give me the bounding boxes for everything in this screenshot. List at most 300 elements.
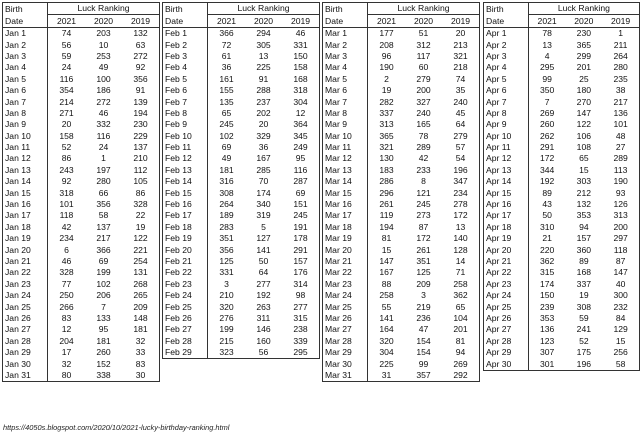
birth-date-cell: Jan 4 xyxy=(3,62,48,73)
rank-cell: 20 xyxy=(258,119,269,130)
table-row xyxy=(323,210,480,221)
rank-cell: 108 xyxy=(576,142,592,153)
birth-date-cell: Jan 8 xyxy=(3,108,48,119)
rank-cell: 94 xyxy=(579,221,589,232)
rank-cell: 260 xyxy=(96,347,111,358)
rank-cell: 116 xyxy=(96,130,111,141)
rank-cell: 60 xyxy=(418,62,429,73)
rank-cell: 200 xyxy=(613,221,628,232)
birth-date-cell: Feb 2 xyxy=(163,39,208,50)
birth-date-cell: Apr 3 xyxy=(484,51,529,62)
rank-cell: 209 xyxy=(133,301,148,312)
table-row xyxy=(3,290,160,301)
header-luck-ranking: Luck Ranking xyxy=(208,3,320,15)
rank-cell: 340 xyxy=(256,199,271,210)
rank-cell: 84 xyxy=(615,312,626,323)
table-row xyxy=(3,233,160,244)
rank-cell: 122 xyxy=(576,119,592,130)
header-date: Date xyxy=(163,15,208,27)
table-row xyxy=(323,73,480,84)
rank-cell: 69 xyxy=(295,187,306,198)
table-row xyxy=(323,256,480,267)
rank-cell: 72 xyxy=(221,39,232,50)
table-row xyxy=(163,267,320,278)
table-row xyxy=(484,130,640,141)
birth-date-cell: Apr 15 xyxy=(484,187,529,198)
birth-date-cell: Feb 13 xyxy=(163,164,208,175)
rank-cell: 292 xyxy=(453,369,468,380)
rank-cell: 192 xyxy=(256,290,271,301)
rank-cell: 125 xyxy=(219,255,234,266)
rank-cell: 47 xyxy=(418,324,429,335)
rank-cell: 91 xyxy=(258,73,269,84)
rank-cell: 71 xyxy=(455,267,466,278)
rank-cell: 178 xyxy=(293,233,308,244)
birth-date-cell: Apr 18 xyxy=(484,221,529,232)
rank-cell: 147 xyxy=(613,267,628,278)
birth-date-cell: Mar 6 xyxy=(323,85,368,96)
header-date: Date xyxy=(3,15,48,27)
rank-cell: 151 xyxy=(293,199,308,210)
rank-cell: 22 xyxy=(135,210,146,221)
table-row xyxy=(3,119,160,130)
rank-cell: 58 xyxy=(615,358,626,369)
rank-cell: 332 xyxy=(96,119,111,130)
rank-cell: 50 xyxy=(542,210,552,221)
rank-cell: 201 xyxy=(453,324,468,335)
rank-cell: 243 xyxy=(59,164,74,175)
table-row xyxy=(323,130,480,141)
rank-cell: 210 xyxy=(219,290,234,301)
rank-cell: 229 xyxy=(133,130,148,141)
birth-date-cell: Feb 7 xyxy=(163,96,208,107)
rank-cell: 201 xyxy=(576,62,592,73)
rank-cell: 25 xyxy=(579,73,589,84)
table-row xyxy=(163,347,320,359)
header-luck-ranking: Luck Ranking xyxy=(48,3,160,15)
header-row xyxy=(323,15,480,27)
header-year: 2020 xyxy=(565,15,602,27)
birth-date-cell: Mar 25 xyxy=(323,301,368,312)
rank-cell: 245 xyxy=(219,119,234,130)
header-birth: Birth xyxy=(3,3,48,15)
birth-date-cell: Apr 19 xyxy=(484,233,529,244)
rank-cell: 141 xyxy=(379,312,394,323)
rank-cell: 271 xyxy=(59,107,74,118)
birth-date-cell: Feb 22 xyxy=(163,267,208,278)
rank-cell: 51 xyxy=(418,28,429,39)
rank-cell: 245 xyxy=(293,210,308,221)
rank-cell: 123 xyxy=(539,335,555,346)
birth-date-cell: Mar 7 xyxy=(323,96,368,107)
header-row xyxy=(163,15,320,27)
rank-cell: 45 xyxy=(455,107,466,118)
birth-date-cell: Mar 24 xyxy=(323,290,368,301)
rank-cell: 172 xyxy=(416,233,431,244)
table-row xyxy=(3,164,160,175)
table-row xyxy=(163,221,320,232)
rank-cell: 30 xyxy=(135,369,146,380)
birth-date-cell: Jan 2 xyxy=(3,39,48,50)
rank-cell: 74 xyxy=(61,28,72,39)
rank-cell: 175 xyxy=(576,347,592,358)
rank-cell: 102 xyxy=(96,278,111,289)
rank-cell: 36 xyxy=(258,142,269,153)
birth-date-cell: Mar 31 xyxy=(323,370,368,382)
table-row xyxy=(323,301,480,312)
table-row xyxy=(323,142,480,153)
rank-cell: 238 xyxy=(293,324,308,335)
rank-cell: 239 xyxy=(539,301,555,312)
rank-cell: 46 xyxy=(295,28,306,39)
birth-date-cell: Jan 1 xyxy=(3,27,48,39)
rank-cell: 31 xyxy=(381,369,392,380)
table-row xyxy=(484,233,640,244)
rank-cell: 245 xyxy=(416,199,431,210)
table-row xyxy=(323,62,480,73)
rank-cell: 100 xyxy=(96,73,111,84)
rank-cell: 19 xyxy=(579,290,589,301)
rank-cell: 13 xyxy=(542,39,552,50)
rank-cell: 204 xyxy=(59,335,74,346)
rank-cell: 13 xyxy=(258,50,269,61)
table-row xyxy=(163,73,320,84)
table-row xyxy=(484,164,640,175)
rank-cell: 315 xyxy=(539,267,555,278)
table-row xyxy=(3,85,160,96)
rank-cell: 3 xyxy=(224,278,229,289)
header-date: Date xyxy=(484,15,529,27)
rank-cell: 92 xyxy=(61,176,72,187)
rank-cell: 116 xyxy=(59,73,74,84)
birth-date-cell: Apr 7 xyxy=(484,96,529,107)
table-row xyxy=(484,27,640,39)
rank-cell: 320 xyxy=(379,335,394,346)
luck-table-april xyxy=(483,2,640,371)
table-row xyxy=(484,108,640,119)
rank-cell: 136 xyxy=(613,107,628,118)
rank-cell: 95 xyxy=(295,153,306,164)
rank-cell: 235 xyxy=(613,73,628,84)
table-row xyxy=(323,176,480,187)
luck-table-march xyxy=(322,2,480,382)
rank-cell: 165 xyxy=(416,119,431,130)
rank-cell: 181 xyxy=(219,164,234,175)
table-row xyxy=(163,96,320,107)
table-row xyxy=(163,51,320,62)
table-row xyxy=(163,62,320,73)
birth-date-cell: Apr 14 xyxy=(484,176,529,187)
header-year: 2020 xyxy=(405,15,442,27)
rank-cell: 262 xyxy=(539,130,555,141)
rank-cell: 154 xyxy=(416,347,431,358)
table-row xyxy=(484,347,640,358)
rank-cell: 192 xyxy=(539,176,555,187)
rank-cell: 69 xyxy=(221,142,232,153)
rank-cell: 13 xyxy=(455,221,466,232)
table-row xyxy=(163,335,320,346)
rank-cell: 313 xyxy=(379,119,394,130)
table-row xyxy=(323,187,480,198)
rank-cell: 285 xyxy=(256,164,271,175)
table-row xyxy=(484,335,640,346)
table-row xyxy=(163,153,320,164)
table-row xyxy=(3,27,160,39)
rank-cell: 308 xyxy=(219,187,234,198)
table-row xyxy=(323,347,480,358)
rank-cell: 291 xyxy=(293,244,308,255)
rank-cell: 154 xyxy=(416,335,431,346)
table-row xyxy=(163,130,320,141)
rank-cell: 308 xyxy=(576,301,592,312)
rank-cell: 137 xyxy=(96,221,111,232)
rank-cell: 158 xyxy=(293,62,308,73)
rank-cell: 304 xyxy=(293,96,308,107)
table-row xyxy=(484,73,640,84)
birth-date-cell: Mar 29 xyxy=(323,347,368,358)
rank-cell: 327 xyxy=(416,96,431,107)
rank-cell: 214 xyxy=(59,96,74,107)
rank-cell: 310 xyxy=(539,221,555,232)
rank-cell: 240 xyxy=(453,96,468,107)
table-row xyxy=(163,324,320,335)
rank-cell: 197 xyxy=(96,164,111,175)
rank-cell: 211 xyxy=(613,39,628,50)
birth-date-cell: Feb 25 xyxy=(163,301,208,312)
rank-cell: 294 xyxy=(256,28,271,39)
table-row xyxy=(3,187,160,198)
rank-cell: 186 xyxy=(96,85,111,96)
rank-cell: 7 xyxy=(544,96,550,107)
rank-cell: 58 xyxy=(98,210,109,221)
rank-cell: 194 xyxy=(133,107,148,118)
birth-date-cell: Mar 18 xyxy=(323,221,368,232)
rank-cell: 137 xyxy=(133,142,148,153)
birth-date-cell: Feb 18 xyxy=(163,221,208,232)
birth-date-cell: Jan 24 xyxy=(3,290,48,301)
rank-cell: 353 xyxy=(539,312,555,323)
birth-date-cell: Apr 12 xyxy=(484,153,529,164)
rank-cell: 250 xyxy=(59,290,74,301)
table-row xyxy=(3,39,160,50)
birth-date-cell: Mar 21 xyxy=(323,256,368,267)
rank-cell: 288 xyxy=(256,85,271,96)
rank-cell: 174 xyxy=(539,278,555,289)
rank-cell: 225 xyxy=(256,62,271,73)
rank-cell: 210 xyxy=(133,153,148,164)
table-row xyxy=(484,256,640,267)
table-row xyxy=(484,176,640,187)
birth-date-cell: Apr 24 xyxy=(484,290,529,301)
rank-cell: 101 xyxy=(613,119,628,130)
rank-cell: 77 xyxy=(61,278,72,289)
table-row xyxy=(3,370,160,382)
birth-date-cell: Apr 2 xyxy=(484,39,529,50)
rank-cell: 272 xyxy=(96,96,111,107)
birth-date-cell: Apr 30 xyxy=(484,358,529,370)
rank-cell: 279 xyxy=(416,73,431,84)
table-row xyxy=(484,96,640,107)
rank-cell: 180 xyxy=(576,85,592,96)
birth-date-cell: Mar 9 xyxy=(323,119,368,130)
rank-cell: 74 xyxy=(455,73,466,84)
table-row xyxy=(3,153,160,164)
rank-cell: 152 xyxy=(96,358,111,369)
rank-cell: 331 xyxy=(219,267,234,278)
table-row xyxy=(323,335,480,346)
rank-cell: 280 xyxy=(96,176,111,187)
birth-date-cell: Mar 5 xyxy=(323,73,368,84)
rank-cell: 237 xyxy=(256,96,271,107)
rank-cell: 209 xyxy=(416,278,431,289)
rank-cell: 362 xyxy=(453,290,468,301)
rank-cell: 289 xyxy=(416,142,431,153)
birth-date-cell: Apr 4 xyxy=(484,62,529,73)
header-year: 2020 xyxy=(85,15,122,27)
rank-cell: 113 xyxy=(613,164,628,175)
rank-cell: 282 xyxy=(379,96,394,107)
table-row xyxy=(323,221,480,232)
rank-cell: 331 xyxy=(293,39,308,50)
rank-cell: 208 xyxy=(379,39,394,50)
birth-date-cell: Mar 2 xyxy=(323,39,368,50)
rank-cell: 277 xyxy=(256,278,271,289)
birth-date-cell: Mar 26 xyxy=(323,313,368,324)
rank-cell: 232 xyxy=(613,301,628,312)
table-row xyxy=(3,108,160,119)
birth-date-cell: Apr 27 xyxy=(484,324,529,335)
rank-cell: 20 xyxy=(61,119,72,130)
header-row xyxy=(3,15,160,27)
luck-table-january xyxy=(2,2,160,382)
rank-cell: 316 xyxy=(219,176,234,187)
rank-cell: 150 xyxy=(293,50,308,61)
rank-cell: 241 xyxy=(576,324,592,335)
header-date: Date xyxy=(323,15,368,27)
birth-date-cell: Feb 27 xyxy=(163,324,208,335)
rank-cell: 32 xyxy=(61,358,72,369)
rank-cell: 258 xyxy=(379,290,394,301)
rank-cell: 148 xyxy=(133,312,148,323)
rank-cell: 52 xyxy=(61,142,72,153)
rank-cell: 89 xyxy=(579,255,589,266)
rank-cell: 87 xyxy=(615,255,626,266)
birth-date-cell: Mar 23 xyxy=(323,278,368,289)
rank-cell: 233 xyxy=(416,164,431,175)
rank-cell: 1 xyxy=(101,153,106,164)
rank-cell: 196 xyxy=(453,164,468,175)
rank-cell: 59 xyxy=(579,312,589,323)
table-row xyxy=(484,119,640,130)
rank-cell: 131 xyxy=(133,267,148,278)
table-row xyxy=(484,142,640,153)
table-row xyxy=(484,278,640,289)
rank-cell: 172 xyxy=(453,210,468,221)
rank-cell: 176 xyxy=(293,267,308,278)
rank-cell: 130 xyxy=(379,153,394,164)
rank-cell: 300 xyxy=(613,290,628,301)
rank-cell: 312 xyxy=(416,39,431,50)
table-row xyxy=(323,27,480,39)
rank-cell: 225 xyxy=(379,358,394,369)
rank-cell: 167 xyxy=(379,267,394,278)
rank-cell: 99 xyxy=(418,358,429,369)
table-row xyxy=(323,119,480,130)
rank-cell: 362 xyxy=(539,255,555,266)
rank-cell: 5 xyxy=(261,221,266,232)
birth-date-cell: Jan 9 xyxy=(3,119,48,130)
rank-cell: 15 xyxy=(579,164,589,175)
table-row xyxy=(3,324,160,335)
source-url[interactable]: https://4050s.blogspot.com/2020/10/2021-lucky-birthday-ranking.html xyxy=(3,423,230,432)
rank-cell: 264 xyxy=(613,50,628,61)
table-row xyxy=(163,142,320,153)
header-year: 2021 xyxy=(528,15,565,27)
rank-cell: 219 xyxy=(416,301,431,312)
rank-cell: 64 xyxy=(258,267,269,278)
rank-cell: 314 xyxy=(293,278,308,289)
rank-cell: 63 xyxy=(135,39,146,50)
rank-cell: 287 xyxy=(293,176,308,187)
rank-cell: 33 xyxy=(135,347,146,358)
rank-cell: 32 xyxy=(135,335,146,346)
birth-date-cell: Feb 10 xyxy=(163,130,208,141)
rank-cell: 88 xyxy=(381,278,392,289)
rank-cell: 297 xyxy=(613,233,628,244)
rank-cell: 351 xyxy=(416,255,431,266)
table-row xyxy=(484,324,640,335)
rank-cell: 268 xyxy=(133,278,148,289)
rank-cell: 291 xyxy=(539,142,555,153)
rank-cell: 24 xyxy=(61,62,72,73)
table-row xyxy=(3,176,160,187)
birth-date-cell: Feb 28 xyxy=(163,335,208,346)
rank-cell: 19 xyxy=(135,221,146,232)
rank-cell: 65 xyxy=(221,107,232,118)
rank-cell: 3 xyxy=(421,290,426,301)
birth-date-cell: Feb 20 xyxy=(163,244,208,255)
rank-cell: 132 xyxy=(133,28,148,39)
table-row xyxy=(484,267,640,278)
table-row xyxy=(323,96,480,107)
rank-cell: 305 xyxy=(256,39,271,50)
table-row xyxy=(323,39,480,50)
table-row xyxy=(163,108,320,119)
table-row xyxy=(3,62,160,73)
rank-cell: 351 xyxy=(219,233,234,244)
birth-date-cell: Jan 15 xyxy=(3,187,48,198)
birth-date-cell: Apr 1 xyxy=(484,27,529,39)
rank-cell: 254 xyxy=(133,255,148,266)
rank-cell: 20 xyxy=(455,28,466,39)
table-row xyxy=(323,278,480,289)
birth-date-cell: Jan 3 xyxy=(3,51,48,62)
rank-cell: 196 xyxy=(576,358,592,369)
table-row xyxy=(484,199,640,210)
table-row xyxy=(484,290,640,301)
luck-table-february xyxy=(162,2,320,359)
rank-cell: 217 xyxy=(613,96,628,107)
rank-cell: 168 xyxy=(293,73,308,84)
table-row xyxy=(3,244,160,255)
birth-date-cell: Jan 21 xyxy=(3,256,48,267)
rank-cell: 191 xyxy=(293,221,308,232)
birth-date-cell: Mar 3 xyxy=(323,51,368,62)
rank-cell: 261 xyxy=(416,244,431,255)
table-row xyxy=(163,187,320,198)
rank-cell: 265 xyxy=(133,290,148,301)
birth-date-cell: Feb 23 xyxy=(163,278,208,289)
